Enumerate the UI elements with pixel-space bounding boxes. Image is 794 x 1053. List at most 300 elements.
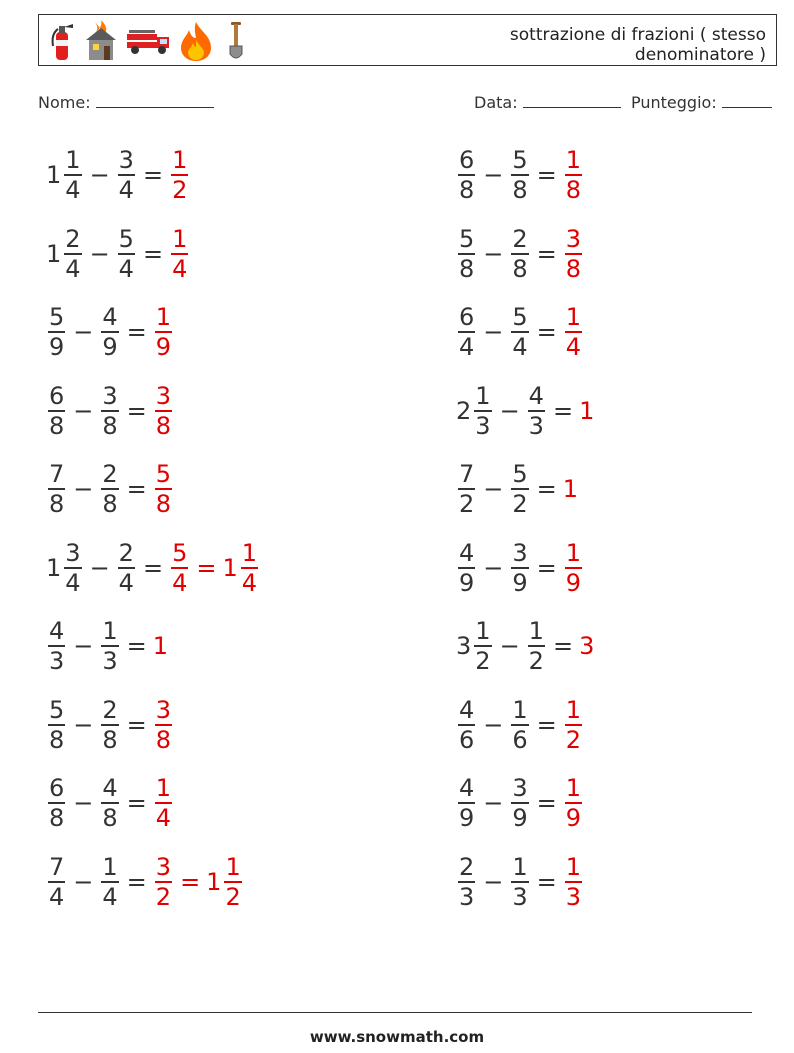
answer-value-fraction bbox=[155, 461, 172, 517]
minuend bbox=[46, 383, 67, 439]
answer-value-fraction bbox=[171, 226, 188, 282]
minuend-whole: 2 bbox=[456, 396, 472, 425]
minus-sign: − bbox=[73, 396, 94, 425]
subtrahend-fraction bbox=[511, 775, 528, 831]
answer-value bbox=[563, 226, 584, 282]
minuend bbox=[46, 618, 67, 674]
minuend-numerator: 1 bbox=[475, 381, 491, 410]
minus-sign: − bbox=[483, 553, 504, 582]
answer bbox=[153, 697, 174, 753]
minus-sign: − bbox=[73, 632, 94, 660]
minuend bbox=[46, 854, 67, 910]
subtrahend bbox=[509, 304, 530, 360]
answer-value-numerator: 1 bbox=[565, 538, 582, 567]
answer-value-fraction bbox=[565, 775, 582, 831]
minuend bbox=[46, 697, 67, 753]
answer-value-numerator: 1 bbox=[565, 303, 582, 331]
subtrahend bbox=[99, 383, 120, 439]
answer-value-fraction bbox=[565, 854, 582, 910]
problem-2 bbox=[456, 140, 584, 210]
minus-sign: − bbox=[73, 789, 94, 817]
answer-value-numerator: 1 bbox=[155, 303, 172, 331]
subtrahend-numerator: 3 bbox=[512, 774, 528, 802]
minus-sign: − bbox=[483, 867, 504, 896]
subtrahend-numerator: 1 bbox=[512, 695, 528, 724]
minuend bbox=[456, 304, 477, 360]
problem-4 bbox=[456, 219, 584, 289]
problem-15 bbox=[46, 690, 174, 760]
answer-value-numerator: 1 bbox=[172, 146, 188, 174]
subtrahend-numerator: 2 bbox=[118, 538, 134, 567]
subtrahend bbox=[99, 304, 120, 360]
minuend-denominator: 4 bbox=[65, 176, 81, 204]
problem-6 bbox=[456, 297, 584, 367]
subtrahend-denominator: 4 bbox=[102, 882, 118, 911]
answer-value-numerator: 1 bbox=[225, 852, 241, 881]
subtrahend-numerator: 4 bbox=[102, 303, 118, 331]
equals-sign: = bbox=[536, 239, 557, 268]
minuend-denominator: 4 bbox=[49, 882, 65, 911]
subtrahend-denominator: 9 bbox=[102, 333, 118, 361]
minus-sign: − bbox=[483, 318, 504, 346]
answer-value-denominator: 2 bbox=[565, 725, 582, 754]
minuend-denominator: 8 bbox=[459, 176, 475, 204]
minuend-denominator: 2 bbox=[459, 490, 475, 518]
subtrahend-denominator: 8 bbox=[512, 254, 528, 283]
equals-sign: = bbox=[536, 475, 557, 503]
equals-sign: = bbox=[536, 553, 557, 582]
answer bbox=[579, 397, 595, 425]
answer bbox=[169, 540, 260, 596]
subtrahend-numerator: 5 bbox=[512, 146, 528, 174]
minuend-denominator: 3 bbox=[475, 411, 491, 440]
minuend-denominator: 8 bbox=[49, 804, 65, 832]
subtrahend-fraction bbox=[528, 383, 545, 439]
minuend bbox=[456, 854, 477, 910]
subtrahend-denominator: 8 bbox=[102, 804, 118, 832]
answer-value-denominator: 4 bbox=[155, 804, 172, 832]
minus-sign: − bbox=[89, 553, 110, 582]
subtrahend-numerator: 4 bbox=[102, 774, 118, 802]
answer-value-denominator: 8 bbox=[155, 725, 172, 754]
minuend-fraction bbox=[474, 383, 491, 439]
minuend-numerator: 7 bbox=[49, 852, 65, 881]
subtrahend bbox=[509, 147, 530, 203]
minuend-fraction bbox=[458, 697, 475, 753]
answer-value-numerator: 1 bbox=[241, 538, 258, 567]
minuend-denominator: 9 bbox=[459, 568, 475, 597]
answer-value-whole: 1 bbox=[206, 867, 222, 896]
subtrahend-fraction bbox=[528, 618, 545, 674]
minuend bbox=[46, 540, 84, 596]
minuend-denominator: 3 bbox=[49, 647, 65, 675]
answer-value bbox=[563, 147, 584, 203]
answer-value-denominator: 8 bbox=[565, 254, 582, 283]
answer bbox=[563, 226, 584, 282]
subtrahend bbox=[116, 226, 137, 282]
subtrahend-numerator: 1 bbox=[102, 852, 118, 881]
equals-sign: = bbox=[536, 789, 557, 817]
answer-value-integer: 1 bbox=[152, 632, 169, 660]
subtrahend bbox=[509, 775, 530, 831]
subtrahend-denominator: 2 bbox=[528, 647, 544, 675]
answer-value-numerator: 1 bbox=[155, 774, 172, 802]
minuend-whole: 1 bbox=[46, 161, 62, 189]
minuend-fraction bbox=[458, 226, 475, 282]
answer bbox=[153, 775, 174, 831]
problem-14 bbox=[456, 611, 595, 681]
equals-sign: = bbox=[536, 867, 557, 896]
answer-value bbox=[153, 697, 174, 753]
answer bbox=[563, 854, 584, 910]
answer-equals-sign: = bbox=[180, 867, 201, 896]
answer-value-numerator: 1 bbox=[565, 774, 582, 802]
subtrahend-fraction bbox=[511, 226, 528, 282]
answer bbox=[153, 854, 244, 910]
answer-value-whole: 1 bbox=[222, 553, 238, 582]
minuend bbox=[46, 775, 67, 831]
subtrahend-denominator: 3 bbox=[512, 882, 528, 911]
equals-sign: = bbox=[552, 396, 574, 425]
score-blank[interactable] bbox=[722, 93, 772, 108]
answer-value-fraction bbox=[155, 854, 172, 910]
answer-value-denominator: 4 bbox=[172, 254, 188, 283]
subtrahend-fraction bbox=[511, 540, 528, 596]
answer-value bbox=[563, 854, 584, 910]
subtrahend-numerator: 1 bbox=[528, 617, 544, 645]
minus-sign: − bbox=[73, 318, 94, 346]
problem-9 bbox=[46, 454, 174, 524]
answer-value-numerator: 3 bbox=[565, 224, 582, 253]
problem-20 bbox=[456, 847, 584, 917]
subtrahend-fraction bbox=[118, 147, 135, 203]
answer-value-fraction bbox=[155, 697, 172, 753]
answer-value bbox=[563, 775, 584, 831]
minuend-denominator: 3 bbox=[459, 882, 475, 911]
subtrahend-fraction bbox=[101, 304, 118, 360]
answer-value-numerator: 1 bbox=[172, 224, 188, 253]
subtrahend-numerator: 3 bbox=[102, 381, 118, 410]
subtrahend bbox=[99, 775, 120, 831]
answer bbox=[563, 540, 584, 596]
answer-value-numerator: 1 bbox=[565, 146, 582, 174]
answer-value bbox=[563, 304, 584, 360]
problem-8 bbox=[456, 376, 595, 446]
answer-value bbox=[153, 854, 174, 910]
minuend-denominator: 6 bbox=[459, 725, 475, 754]
answer-value-denominator: 8 bbox=[155, 411, 172, 440]
equals-sign: = bbox=[142, 161, 164, 189]
answer-value bbox=[169, 147, 190, 203]
answer-value bbox=[222, 540, 260, 596]
answer-value-numerator: 5 bbox=[172, 538, 188, 567]
answer-value-denominator: 8 bbox=[155, 490, 172, 518]
minuend-numerator: 7 bbox=[49, 460, 65, 488]
equals-sign: = bbox=[126, 789, 147, 817]
answer-value bbox=[563, 697, 584, 753]
subtrahend-numerator: 3 bbox=[118, 146, 134, 174]
answer-value-denominator: 4 bbox=[565, 333, 582, 361]
minuend-fraction bbox=[48, 775, 65, 831]
answer-value-numerator: 1 bbox=[565, 852, 582, 881]
minuend-fraction bbox=[48, 304, 65, 360]
minuend-numerator: 4 bbox=[49, 617, 65, 645]
minuend bbox=[456, 775, 477, 831]
answer bbox=[153, 383, 174, 439]
subtrahend-denominator: 6 bbox=[512, 725, 528, 754]
answer bbox=[563, 697, 584, 753]
minuend-fraction bbox=[48, 618, 65, 674]
minuend-fraction bbox=[458, 540, 475, 596]
minus-sign: − bbox=[89, 161, 110, 189]
subtrahend bbox=[99, 854, 120, 910]
answer-value bbox=[153, 304, 174, 360]
subtrahend-fraction bbox=[101, 461, 118, 517]
subtrahend bbox=[99, 618, 120, 674]
date-field bbox=[474, 93, 621, 112]
minuend-denominator: 8 bbox=[49, 725, 65, 754]
fire-truck-icon bbox=[125, 26, 171, 56]
problem-5 bbox=[46, 297, 174, 367]
minuend-numerator: 5 bbox=[459, 224, 475, 253]
minus-sign: − bbox=[73, 867, 94, 896]
subtrahend bbox=[99, 697, 120, 753]
subtrahend-fraction bbox=[101, 854, 118, 910]
minus-sign: − bbox=[73, 710, 94, 739]
problem-17 bbox=[46, 768, 174, 838]
subtrahend bbox=[509, 540, 530, 596]
worksheet-header bbox=[38, 14, 777, 66]
problem-16 bbox=[456, 690, 584, 760]
answer-value-denominator: 2 bbox=[172, 176, 188, 204]
minuend-denominator: 9 bbox=[459, 804, 475, 832]
subtrahend bbox=[509, 461, 530, 517]
minus-sign: − bbox=[89, 239, 110, 268]
answer-value bbox=[169, 540, 190, 596]
answer-value-denominator: 3 bbox=[565, 882, 582, 911]
answer-value-numerator: 3 bbox=[155, 381, 172, 410]
minuend-fraction bbox=[64, 540, 81, 596]
minuend-numerator: 2 bbox=[459, 852, 475, 881]
minus-sign: − bbox=[483, 789, 504, 817]
name-label: Nome: bbox=[38, 93, 91, 112]
answer-value-fraction bbox=[155, 304, 172, 360]
subtrahend-fraction bbox=[101, 697, 118, 753]
equals-sign: = bbox=[536, 161, 557, 189]
problem-10 bbox=[456, 454, 579, 524]
problem-11 bbox=[46, 533, 260, 603]
minus-sign: − bbox=[483, 475, 504, 503]
answer-value-fraction bbox=[565, 226, 582, 282]
flame-icon bbox=[177, 20, 215, 62]
minuend-fraction bbox=[48, 383, 65, 439]
minuend-fraction bbox=[458, 775, 475, 831]
answer-value-fraction bbox=[224, 854, 241, 910]
minuend bbox=[456, 540, 477, 596]
date-label: Data: bbox=[474, 93, 518, 112]
subtrahend-numerator: 2 bbox=[512, 224, 528, 253]
answer-value bbox=[563, 540, 584, 596]
problem-7 bbox=[46, 376, 174, 446]
answer-value bbox=[153, 775, 174, 831]
subtrahend-denominator: 8 bbox=[102, 411, 118, 440]
minuend-fraction bbox=[64, 226, 81, 282]
minuend-numerator: 6 bbox=[459, 146, 475, 174]
minus-sign: − bbox=[483, 239, 504, 268]
minus-sign: − bbox=[483, 161, 504, 189]
minuend-whole: 1 bbox=[46, 553, 62, 582]
minuend bbox=[456, 461, 477, 517]
minuend-fraction bbox=[458, 461, 475, 517]
minuend-numerator: 1 bbox=[475, 617, 491, 645]
equals-sign: = bbox=[142, 239, 164, 268]
name-blank[interactable] bbox=[96, 93, 214, 108]
header-icons bbox=[47, 19, 251, 63]
answer bbox=[153, 304, 174, 360]
answer-value-denominator: 2 bbox=[225, 882, 241, 911]
minuend-denominator: 8 bbox=[49, 411, 65, 440]
subtrahend bbox=[99, 461, 120, 517]
answer-value-fraction bbox=[565, 697, 582, 753]
subtrahend-fraction bbox=[511, 697, 528, 753]
fire-extinguisher-icon bbox=[47, 20, 77, 62]
answer-value-numerator: 3 bbox=[155, 852, 172, 881]
minuend-numerator: 4 bbox=[459, 695, 475, 724]
minuend-numerator: 6 bbox=[459, 303, 475, 331]
subtrahend bbox=[509, 697, 530, 753]
answer-value bbox=[169, 226, 190, 282]
minuend-fraction bbox=[474, 618, 491, 674]
answer bbox=[153, 632, 169, 660]
problem-18 bbox=[456, 768, 584, 838]
minuend-whole: 3 bbox=[456, 632, 472, 660]
minuend-fraction bbox=[458, 854, 475, 910]
minus-sign: − bbox=[499, 396, 520, 425]
minuend bbox=[46, 304, 67, 360]
minuend-denominator: 4 bbox=[65, 254, 81, 283]
answer-value-fraction bbox=[565, 147, 582, 203]
answer-value-fraction bbox=[241, 540, 258, 596]
answer-value-denominator: 4 bbox=[241, 568, 258, 597]
answer-value-denominator: 2 bbox=[155, 882, 172, 911]
minuend-denominator: 4 bbox=[459, 333, 475, 361]
minus-sign: − bbox=[483, 710, 504, 739]
shovel-icon bbox=[221, 20, 251, 62]
answer bbox=[563, 775, 584, 831]
minuend bbox=[456, 697, 477, 753]
footer-url: www.snowmath.com bbox=[309, 1028, 485, 1046]
minus-sign: − bbox=[499, 632, 520, 660]
subtrahend-denominator: 4 bbox=[118, 568, 134, 597]
minuend-numerator: 5 bbox=[49, 695, 65, 724]
subtrahend-numerator: 5 bbox=[118, 224, 134, 253]
problem-19 bbox=[46, 847, 244, 917]
answer bbox=[579, 632, 595, 660]
minuend bbox=[46, 461, 67, 517]
subtrahend-fraction bbox=[118, 226, 135, 282]
answer-value-integer: 1 bbox=[562, 475, 579, 503]
answer-value bbox=[206, 854, 244, 910]
subtrahend-fraction bbox=[511, 147, 528, 203]
subtrahend bbox=[509, 854, 530, 910]
minuend-whole: 1 bbox=[46, 239, 62, 268]
subtrahend-denominator: 9 bbox=[512, 568, 528, 597]
name-field bbox=[38, 93, 214, 112]
answer-value-integer: 3 bbox=[579, 632, 595, 660]
answer-value-denominator: 9 bbox=[565, 568, 582, 597]
subtrahend-denominator: 8 bbox=[102, 490, 118, 518]
minuend bbox=[456, 618, 494, 674]
subtrahend-denominator: 4 bbox=[118, 176, 134, 204]
subtrahend-numerator: 2 bbox=[102, 460, 118, 488]
equals-sign: = bbox=[126, 475, 147, 503]
minuend-numerator: 4 bbox=[459, 774, 475, 802]
minuend bbox=[456, 383, 494, 439]
minuend-denominator: 9 bbox=[49, 333, 65, 361]
minuend-fraction bbox=[48, 461, 65, 517]
answer-equals-sign: = bbox=[196, 553, 217, 582]
subtrahend-fraction bbox=[101, 775, 118, 831]
answer bbox=[563, 475, 579, 503]
minuend-numerator: 3 bbox=[65, 538, 81, 567]
score-field bbox=[631, 93, 772, 112]
answer bbox=[169, 147, 190, 203]
subtrahend-fraction bbox=[511, 304, 528, 360]
answer-value-fraction bbox=[155, 775, 172, 831]
score-label: Punteggio: bbox=[631, 93, 717, 112]
subtrahend bbox=[509, 226, 530, 282]
answer-value bbox=[153, 383, 174, 439]
subtrahend-denominator: 2 bbox=[512, 490, 528, 518]
problem-3 bbox=[46, 219, 190, 289]
minuend bbox=[456, 147, 477, 203]
subtrahend-fraction bbox=[511, 461, 528, 517]
subtrahend bbox=[526, 618, 547, 674]
subtrahend-denominator: 4 bbox=[118, 254, 134, 283]
answer bbox=[563, 304, 584, 360]
subtrahend-numerator: 1 bbox=[512, 852, 528, 881]
date-blank[interactable] bbox=[523, 93, 621, 108]
answer-value bbox=[153, 461, 174, 517]
minuend-denominator: 8 bbox=[459, 254, 475, 283]
equals-sign: = bbox=[126, 867, 147, 896]
minuend-denominator: 8 bbox=[49, 490, 65, 518]
worksheet-title: sottrazione di frazioni ( stesso denominatore ) bbox=[509, 25, 766, 65]
subtrahend-fraction bbox=[101, 383, 118, 439]
subtrahend bbox=[116, 147, 137, 203]
subtrahend-numerator: 4 bbox=[528, 381, 544, 410]
minuend-fraction bbox=[64, 147, 81, 203]
subtrahend-numerator: 5 bbox=[512, 303, 528, 331]
equals-sign: = bbox=[126, 318, 147, 346]
minuend-numerator: 5 bbox=[49, 303, 65, 331]
equals-sign: = bbox=[126, 632, 147, 660]
problem-1 bbox=[46, 140, 190, 210]
subtrahend-denominator: 9 bbox=[512, 804, 528, 832]
answer bbox=[153, 461, 174, 517]
minuend-fraction bbox=[458, 147, 475, 203]
answer-value-numerator: 1 bbox=[565, 695, 582, 724]
subtrahend-numerator: 5 bbox=[512, 460, 528, 488]
subtrahend-fraction bbox=[101, 618, 118, 674]
burning-house-icon bbox=[83, 20, 119, 62]
minuend-fraction bbox=[458, 304, 475, 360]
problem-12 bbox=[456, 533, 584, 603]
equals-sign: = bbox=[552, 632, 574, 660]
minuend-denominator: 4 bbox=[65, 568, 81, 597]
answer-value-fraction bbox=[155, 383, 172, 439]
answer-value-denominator: 9 bbox=[565, 804, 582, 832]
